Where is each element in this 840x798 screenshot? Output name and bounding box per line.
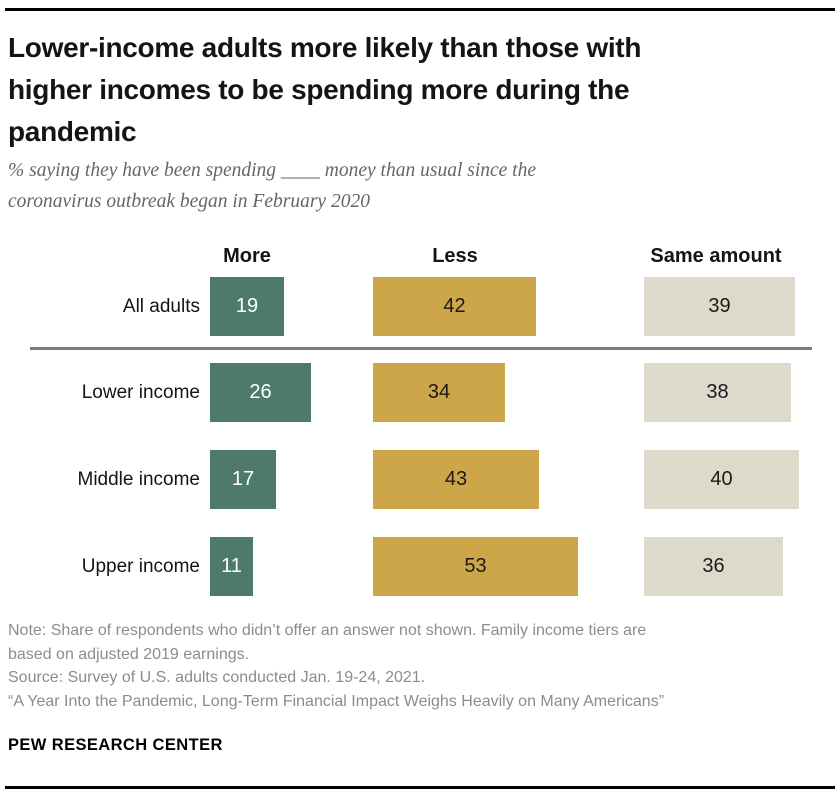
- bar-value: 53: [464, 555, 487, 577]
- note-text-line: based on adjusted 2019 earnings.: [8, 645, 250, 663]
- chart-title: [8, 27, 828, 153]
- row-label-all-adults: All adults: [122, 295, 200, 317]
- chart-title-line: Lower-income adults more likely than those with: [8, 32, 642, 63]
- row-label-lower-income: Lower income: [81, 381, 200, 403]
- brand-name: PEW RESEARCH CENTER: [8, 736, 223, 754]
- bar-value: 42: [443, 295, 466, 317]
- bar-value: 11: [221, 555, 242, 577]
- chart-title-line: higher incomes to be spending more during the: [8, 74, 630, 105]
- bar-value: 43: [444, 468, 468, 490]
- bottom-rule: [5, 786, 835, 789]
- bar-less-upper-income: [373, 537, 578, 596]
- chart-subtitle: [8, 155, 648, 217]
- bar-value: 17: [231, 468, 255, 490]
- bar-same-lower-income: [644, 363, 791, 422]
- chart-subtitle-line: coronavirus outbreak began in February 2020: [8, 191, 370, 212]
- row-label-middle-income: Middle income: [77, 468, 200, 490]
- note-text-line: Note: Share of respondents who didn’t offer an answer not shown. Family income tiers are: [8, 622, 647, 639]
- bar-same-all-adults: [644, 277, 795, 336]
- bar-value: 40: [710, 468, 733, 490]
- chart-title-line: pandemic: [8, 116, 137, 147]
- column-header-less: Less: [432, 245, 478, 267]
- bar-value: 26: [249, 381, 272, 403]
- source-text: Source: Survey of U.S. adults conducted Jan. 19-24, 2021.: [8, 669, 426, 687]
- bar-value: 34: [427, 381, 451, 403]
- bar-less-lower-income: [373, 363, 505, 422]
- bar-more-upper-income: [210, 537, 253, 596]
- bar-more-lower-income: [210, 363, 311, 422]
- bar-value: 39: [708, 295, 731, 317]
- footer-notes: [8, 619, 820, 713]
- column-header-same-amount: Same amount: [650, 245, 782, 267]
- bar-value: 36: [702, 555, 725, 577]
- bar-value: 38: [706, 381, 729, 403]
- top-rule: [5, 8, 835, 11]
- row-label-upper-income: Upper income: [81, 555, 200, 577]
- bar-value: 19: [235, 295, 259, 317]
- bar-same-middle-income: [644, 450, 799, 509]
- column-header-more: More: [223, 245, 271, 267]
- bar-more-all-adults: [210, 277, 284, 336]
- report-title-quote: “A Year Into the Pandemic, Long-Term Financial Impact Weighs Heavily on Many Americans”: [8, 692, 665, 710]
- bar-more-middle-income: [210, 450, 276, 509]
- group-divider: [30, 347, 812, 350]
- chart-subtitle-line: % saying they have been spending ____ money than usual since the: [8, 160, 536, 181]
- bar-less-middle-income: [373, 450, 539, 509]
- bar-same-upper-income: [644, 537, 783, 596]
- bar-less-all-adults: [373, 277, 536, 336]
